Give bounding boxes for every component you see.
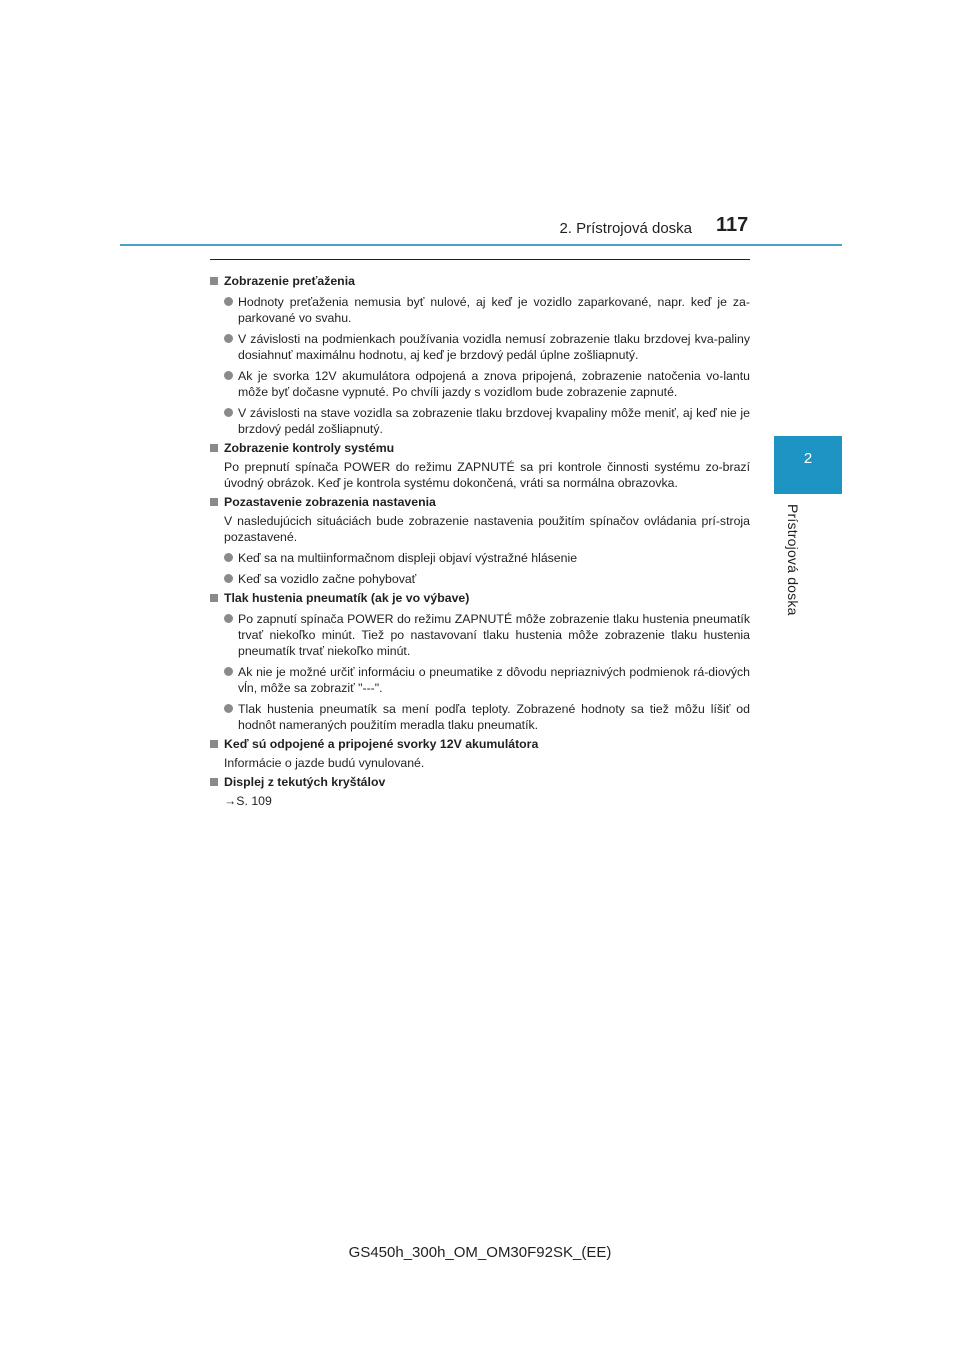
running-header-section: 2. Prístrojová doska [559, 220, 692, 237]
circle-bullet-icon [224, 574, 233, 583]
bullet-item [210, 611, 750, 659]
section-title: Displej z tekutých kryštálov [224, 775, 386, 789]
section-heading [210, 273, 750, 289]
paragraph: Informácie o jazde budú vynulované. [224, 756, 425, 770]
bullet-item [210, 368, 750, 400]
bullet-item [210, 405, 750, 437]
chapter-tab-number: 2 [803, 450, 813, 467]
circle-bullet-icon [224, 408, 233, 417]
bullet-text: Po zapnutí spínača POWER do režimu ZAPNUTÉ môže zobrazenie tlaku hustenia pneumatík trvať niekoľko minút. Tiež po nastavovaní tlaku hustenia môže zobrazenie tlaku hustenia pneumatík trvať niekoľko minút. [238, 612, 750, 658]
circle-bullet-icon [224, 614, 233, 623]
section-heading [210, 494, 750, 510]
square-bullet-icon [210, 778, 218, 786]
bullet-item [210, 294, 750, 326]
section-title: Keď sú odpojené a pripojené svorky 12V akumulátora [224, 737, 539, 751]
section-title: Tlak hustenia pneumatík (ak je vo výbave) [224, 591, 470, 605]
paragraph: V nasledujúcich situáciách bude zobrazenie nastavenia použitím spínačov ovládania prí-stroja pozastavené. [224, 514, 750, 544]
section-heading [210, 440, 750, 456]
circle-bullet-icon [224, 667, 233, 676]
page-number: 117 [716, 214, 749, 236]
bullet-text: Keď sa vozidlo začne pohybovať [238, 572, 417, 586]
section-heading [210, 736, 750, 752]
square-bullet-icon [210, 498, 218, 506]
bullet-item [210, 550, 750, 566]
square-bullet-icon [210, 740, 218, 748]
content-body [210, 270, 750, 809]
circle-bullet-icon [224, 704, 233, 713]
bullet-item [210, 331, 750, 363]
content-top-rule [210, 259, 750, 260]
section-heading [210, 774, 750, 790]
bullet-item [210, 571, 750, 587]
bullet-text: V závislosti na stave vozidla sa zobrazenie tlaku brzdovej kvapaliny môže meniť, aj keď nie je brzdový pedál zošliapnutý. [238, 406, 750, 436]
footer-doc-code: GS450h_300h_OM_OM30F92SK_(EE) [348, 1244, 612, 1261]
section-title: Zobrazenie preťaženia [224, 274, 355, 288]
circle-bullet-icon [224, 371, 233, 380]
square-bullet-icon [210, 594, 218, 602]
bullet-text: Hodnoty preťaženia nemusia byť nulové, aj keď je vozidlo zaparkované, napr. keď je za-parkované vo svahu. [238, 295, 750, 325]
paragraph: Po prepnutí spínača POWER do režimu ZAPNUTÉ sa pri kontrole činnosti systému zo-brazí úvodný obrázok. Keď je kontrola systému dokončená, vráti sa normálna obrazovka. [224, 460, 750, 490]
chapter-tab [774, 436, 842, 494]
header-rule [120, 244, 842, 246]
bullet-text: Tlak hustenia pneumatík sa mení podľa teploty. Zobrazené hodnoty sa tiež môžu líšiť od hodnôt nameraných použitím meradla tlaku pneumatík. [238, 702, 750, 732]
section-title: Zobrazenie kontroly systému [224, 441, 395, 455]
circle-bullet-icon [224, 553, 233, 562]
bullet-item [210, 664, 750, 696]
bullet-text: Keď sa na multiinformačnom displeji objaví výstražné hlásenie [238, 551, 578, 565]
circle-bullet-icon [224, 334, 233, 343]
bullet-text: Ak nie je možné určiť informáciu o pneumatike z dôvodu nepriaznivých podmienok rá-diových vĺn, môže sa zobraziť "---". [238, 665, 750, 695]
bullet-item [210, 701, 750, 733]
section-title: Pozastavenie zobrazenia nastavenia [224, 495, 436, 509]
circle-bullet-icon [224, 297, 233, 306]
page-reference: →S. 109 [224, 794, 272, 808]
section-heading [210, 590, 750, 606]
square-bullet-icon [210, 277, 218, 285]
bullet-text: Ak je svorka 12V akumulátora odpojená a znova pripojená, zobrazenie natočenia vo-lantu môže byť dočasne vypnuté. Po chvíli jazdy s vozidlom bude zobrazenie zapnuté. [238, 369, 750, 399]
chapter-tab-label: Prístrojová doska [785, 504, 801, 616]
bullet-text: V závislosti na podmienkach používania vozidla nemusí zobrazenie tlaku brzdovej kva-paliny dosiahnuť maximálnu hodnotu, aj keď je brzdový pedál úplne zošliapnutý. [238, 332, 750, 362]
square-bullet-icon [210, 444, 218, 452]
